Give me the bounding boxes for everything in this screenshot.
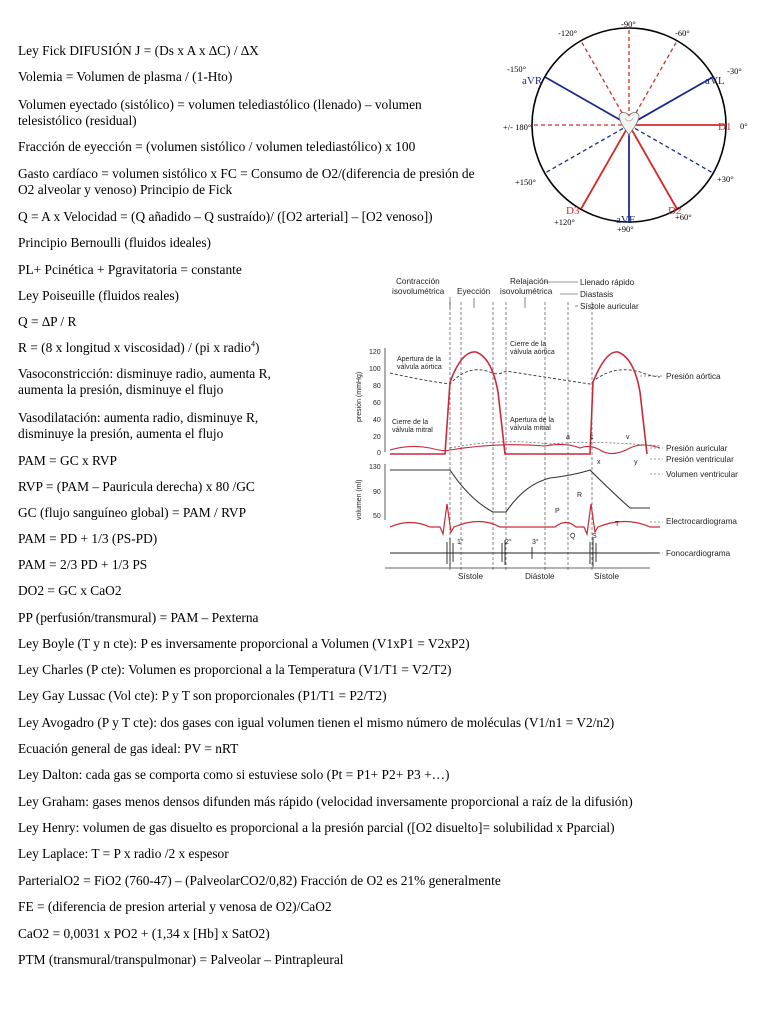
wiggers-diagram [350,272,760,590]
right-label-presion-aortica: Presión aórtica [666,372,721,381]
lead-avr: aVR [522,75,543,87]
bernoulli-line: Principio Bernoulli (fluidos ideales) [18,235,212,250]
lead-avl: aVL [705,75,725,87]
tick-v130: 130 [369,464,381,471]
pressure-axis-title: presión (mmHg) [356,371,363,422]
annot-apertura-aortica-2: válvula aórtica [397,364,442,371]
label-sistole-auricular: Sístole auricular [580,302,639,311]
gas-ideal-line: Ecuación general de gas ideal: PV = nRT [18,741,239,756]
pp-line: PP (perfusión/transmural) = PAM – Pexterna [18,610,259,625]
wave-q: Q [570,533,576,540]
angle-plus150: +150° [515,177,536,187]
phase-sistole-1: Sístole [458,572,484,581]
right-label-ecg: Electrocardiograma [666,517,737,526]
annot-apertura-mitral-1: Apertura de la [510,417,554,424]
right-label-presion-auricular: Presión auricular [666,444,728,453]
tick-20: 20 [373,434,381,441]
pam-fraction-line: PAM = 2/3 PD + 1/3 PS [18,557,148,572]
annot-apertura-mitral-2: válvula mitral [510,425,551,432]
vasodilatacion-line: Vasodilatación: aumenta radio, disminuye R, disminuye la presión, aumenta el flujo [18,410,259,441]
angle-plusminus180: +/- 180° [503,122,532,132]
avogadro-line: Ley Avogadro (P y T cte): dos gases con igual volumen tienen el mismo número de moléculas (V1/n1 = V2/n2) [18,715,615,730]
do2-line: DO2 = GC x CaO2 [18,583,122,598]
graham-line: Ley Graham: gases menos densos difunden más rápido (velocidad inversamente proporcional a raíz de la difusión) [18,794,633,809]
annot-apertura-aortica-1: Apertura de la [397,356,441,363]
charles-line: Ley Charles (P cte): Volumen es proporcional a la Temperatura (V1/T1 = V2/T2) [18,662,452,677]
label-diastasis: Diastasis [580,290,614,299]
angle-minus90: -90° [621,19,636,29]
phonocardiogram [390,538,660,567]
heart-icon [619,113,639,136]
fe-line: FE = (diferencia de presion arterial y venosa de O2)/CaO2 [18,899,332,914]
wave-p: P [555,508,560,515]
atrial-pressure-curve [390,444,660,453]
label-eyeccion: Eyección [457,287,491,296]
tick-60: 60 [373,400,381,407]
axis-plus150 [545,125,629,173]
sound-s1: 1° [457,539,464,546]
sound-s2: 2° [505,539,512,546]
henry-line: Ley Henry: volumen de gas disuelto es proporcional a la presión parcial ([O2 disuelto]= solubilidad x Pparcial) [18,820,615,835]
axis-plus60 [629,125,677,209]
lead-d1: D1 [718,121,732,133]
tick-80: 80 [373,383,381,390]
tick-v90: 90 [373,489,381,496]
phase-diastole: Diástole [525,572,555,581]
hexaxial-dashed-axes [532,28,713,173]
lead-d2: D2 [668,205,682,217]
wave-a: a [566,434,570,441]
tick-v50: 50 [373,513,381,520]
tick-120: 120 [369,349,381,356]
label-llenado-rapido: Llenado rápido [580,278,635,287]
bernoulli-formula-line: PL+ Pcinética + Pgravitatoria = constante [18,262,242,277]
wave-y: y [634,459,638,466]
poiseuille-line: Ley Poiseuille (fluidos reales) [18,288,180,303]
label-relajacion: Relajación [510,277,549,286]
sound-s3: 3° [532,539,539,546]
wave-x: x [597,459,601,466]
pam-pd-line: PAM = PD + 1/3 (PS-PD) [18,531,158,546]
hexaxial-diagram [498,14,758,236]
label-isovolumetrica-1: isovolumétrica [392,287,445,296]
tick-0: 0 [377,450,381,457]
aortic-pressure-curve [390,370,660,384]
phase-sistole-2: Sístole [594,572,620,581]
volemia-line: Volemia = Volumen de plasma / (1-Hto) [18,69,233,84]
boyle-line: Ley Boyle (T y n cte): P es inversamente proporcional a Volumen (V1xP1 = V2xP2) [18,636,470,651]
angle-plus120: +120° [554,217,575,227]
laplace-line: Ley Laplace: T = P x radio /2 x espesor [18,846,229,861]
right-label-volumen-ventricular: Volumen ventricular [666,470,738,479]
q-deltap-line: Q = ∆P / R [18,314,77,329]
label-contraccion: Contracción [396,277,440,286]
lead-d3: D3 [566,205,580,217]
caudal-line: Q = A x Velocidad = (Q añadido – Q sustraído)/ ([O2 arterial] – [O2 venoso]) [18,209,433,224]
right-label-presion-ventricular: Presión ventricular [666,455,734,464]
wave-t: T [615,521,620,528]
lead-avf: aVF [616,214,635,226]
gasto-cardiaco-line: Gasto cardíaco = volumen sistólico x FC = Consumo de O2/(diferencia de presión de O2 alveolar y venoso) Principio de Fick [18,166,475,197]
vasoconstriccion-line: Vasoconstricción: disminuye radio, aumenta R, aumenta la presión, disminuye el flujo [18,366,271,397]
axis-plus30 [629,125,713,173]
wave-r: R [577,492,583,499]
angle-minus120: -120° [558,28,577,38]
rvp-line: RVP = (PAM – Pauricula derecha) x 80 /GC [18,479,255,494]
annot-cierre-mitral-1: Cierre de la [392,419,429,426]
axis-plus120 [581,125,629,209]
right-label-fono: Fonocardiograma [666,549,731,558]
gay-lussac-line: Ley Gay Lussac (Vol cte): P y T son proporcionales (P1/T1 = P2/T2) [18,688,387,703]
angle-minus60: -60° [675,28,690,38]
volume-axis-title: volumen (ml) [356,479,363,520]
wave-s: S [592,533,597,540]
annot-cierre-aortica-1: Cierre de la [510,341,547,348]
fraccion-eyeccion-line: Fracción de eyección = (volumen sistólico / volumen telediastólico) x 100 [18,139,416,154]
angle-plus30: +30° [717,174,734,184]
wave-c: c [590,434,594,441]
ley-fick-line: Ley Fick DIFUSIÓN J = (Ds x A x ∆C) / ∆X [18,43,259,58]
angle-plus60: +60° [675,212,692,222]
angle-minus150: -150° [507,64,526,74]
ventricular-volume-curve [390,470,650,512]
parterial-o2-line: ParterialO2 = FiO2 (760-47) – (PalveolarCO2/0,82) Fracción de O2 es 21% generalmente [18,873,501,888]
resistencia-line: R = (8 x longitud x viscosidad) / (pi x radio$^4$) [18,339,260,355]
pam-gc-line: PAM = GC x RVP [18,453,118,468]
axis-minus150 [545,77,629,125]
gc-line: GC (flujo sanguíneo global) = PAM / RVP [18,505,247,520]
cao2-line: CaO2 = 0,0031 x PO2 + (1,34 x [Hb] x SatO2) [18,926,270,941]
volumen-eyectado-line: Volumen eyectado (sistólico) = volumen telediastólico (llenado) – volumen telesistólico (residual) [18,97,422,128]
ecg-curve [390,504,660,534]
tick-100: 100 [369,366,381,373]
axis-minus30 [629,77,713,125]
ptm-line: PTM (transmural/transpulmonar) = Palveolar – Pintrapleural [18,952,344,967]
angle-plus90: +90° [617,224,634,234]
tick-40: 40 [373,417,381,424]
annot-cierre-mitral-2: válvula mitral [392,427,433,434]
hexaxial-solid-axes [545,77,726,222]
angle-minus30: -30° [727,66,742,76]
dalton-line: Ley Dalton: cada gas se comporta como si estuviese solo (Pt = P1+ P2+ P3 +…) [18,767,450,782]
wave-v: v [626,434,630,441]
label-isovolumetrica-2: isovolumétrica [500,287,553,296]
annot-cierre-aortica-2: válvula aórtica [510,349,555,356]
angle-zero: 0° [740,121,748,131]
